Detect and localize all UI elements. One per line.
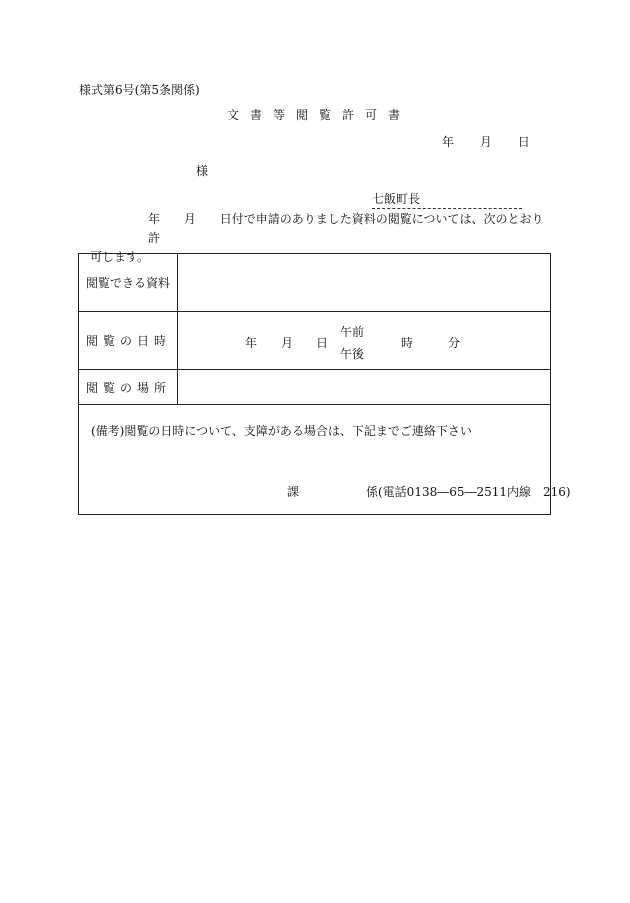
datetime-minute: 分 — [448, 336, 461, 350]
materials-label: 閲覧できる資料 — [79, 254, 178, 311]
datetime-day: 日 — [316, 336, 329, 350]
datetime-label: 閲覧の日時 — [79, 312, 178, 369]
date-day: 日 — [517, 135, 530, 149]
contact-phone: 係(電話0138―65―2511内線 216) — [366, 485, 571, 499]
body-line1: 日付で申請のありました資料の閲覧については、次のとおり許 — [148, 212, 544, 245]
permit-table — [78, 253, 571, 515]
datetime-year: 年 — [245, 336, 258, 350]
materials-row — [79, 254, 550, 312]
datetime-am: 午前 — [340, 325, 365, 339]
body-month: 月 — [183, 212, 196, 226]
datetime-row — [79, 312, 550, 370]
document-title: 文書等閲覧許可書 — [227, 108, 412, 122]
date-year: 年 — [442, 135, 455, 149]
contact-dept: 課 — [287, 485, 300, 499]
issue-date — [442, 133, 530, 150]
addressee-suffix: 様 — [196, 164, 209, 178]
datetime-pm: 午後 — [340, 347, 365, 361]
place-label: 閲覧の場所 — [79, 370, 178, 404]
issuer-name: 七飯町長 — [372, 190, 522, 209]
remarks-row — [79, 405, 571, 514]
body-year: 年 — [148, 212, 161, 226]
place-row — [79, 370, 550, 405]
date-month: 月 — [479, 135, 492, 149]
form-number: 様式第6号(第5条関係) — [79, 83, 200, 97]
remarks-note: (備考)閲覧の日時について、支障がある場合は、下記までご連絡下さい — [91, 424, 472, 438]
body-line2: 可します。 — [90, 250, 150, 264]
datetime-hour: 時 — [401, 336, 414, 350]
datetime-month: 月 — [281, 336, 294, 350]
